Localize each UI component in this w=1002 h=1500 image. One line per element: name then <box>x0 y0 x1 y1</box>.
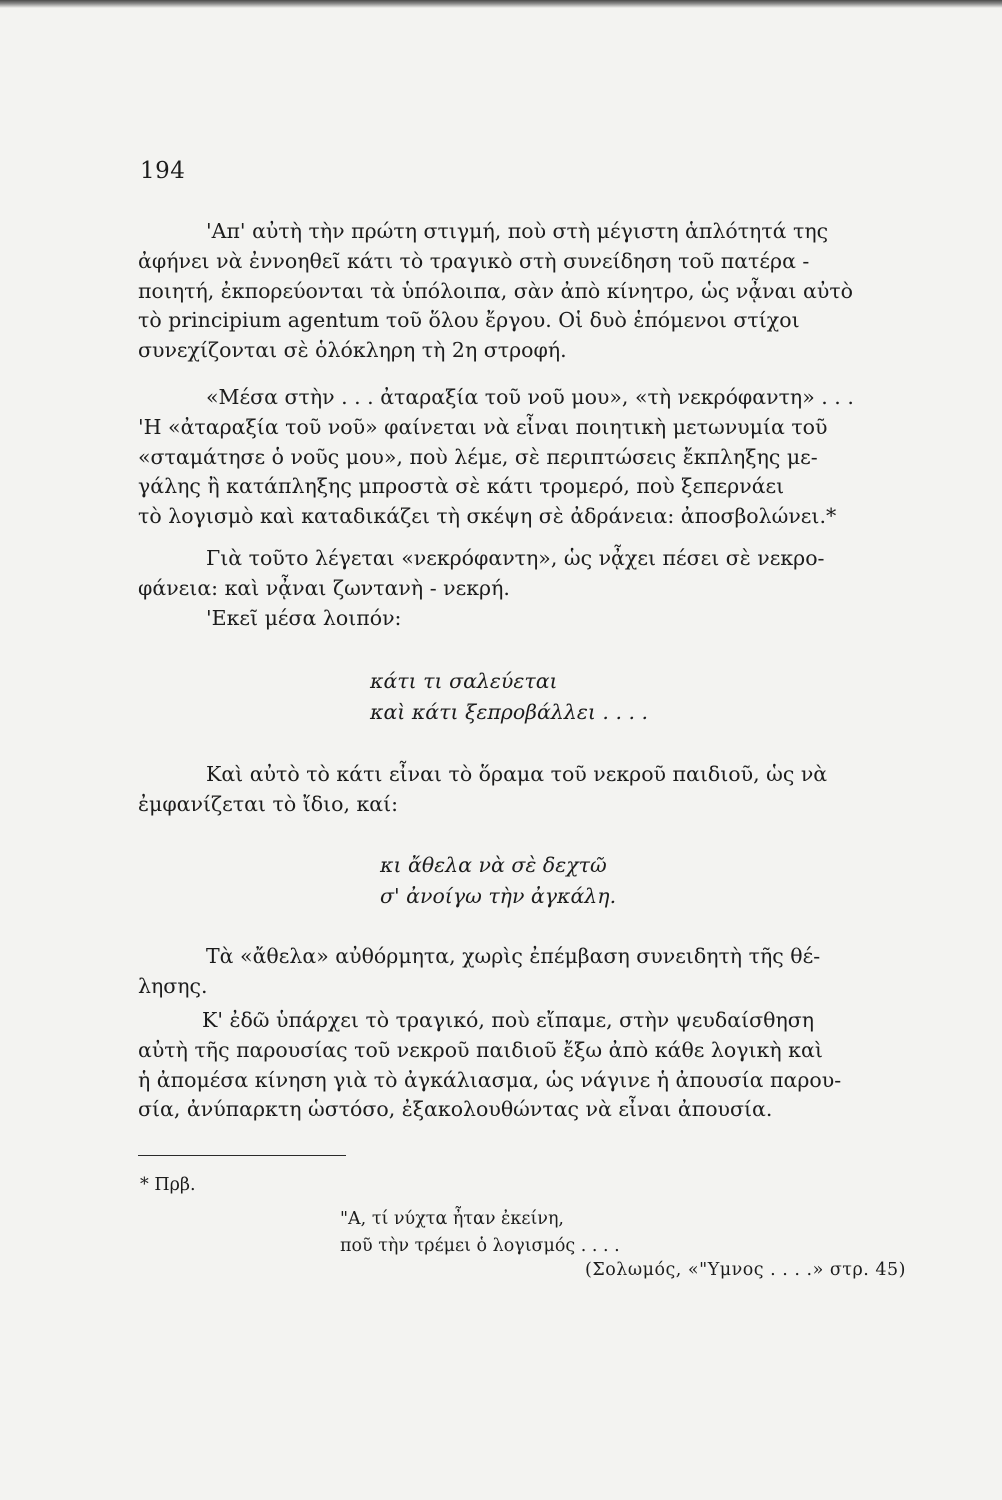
paragraph-2: «Μέσα στὴν . . . ἀταραξία τοῦ νοῦ μου», «τὴ νεκρόφαντη» . . . 'Η «ἀταραξία τοῦ νοῦ» φαίνεται νὰ εἶναι ποιητικὴ μετωνυμία τοῦ «σταμάτησε ὁ νοῦς μου», ποὺ λέμε, σὲ περιπτώσεις ἔκπληξης με- γάλης ἢ κατάπληξης μπροστὰ σὲ κάτι τρομερό, ποὺ ξεπερνάει τὸ λογισμὸ καὶ καταδικάζει τὴ σκέψη σὲ ἀδράνεια: ἀποσβολώνει.* <box>138 385 854 529</box>
footnote-source: (Σολωμός, «"Υμνος . . . .» στρ. 45) <box>585 1260 906 1280</box>
paragraph-7: Κ' ἐδῶ ὑπάρχει τὸ τραγικό, ποὺ εἴπαμε, στὴν ψευδαίσθηση αὐτὴ τῆς παρουσίας τοῦ νεκροῦ παιδιοῦ ἔξω ἀπὸ κάθε λογικὴ καὶ ἡ ἀπομέσα κίνηση γιὰ τὸ ἀγκάλιασμα, ὡς νάγινε ἡ ἀπουσία παρου- σία, ἀνύπαρκτη ὡστόσο, ἐξακολουθώντας νὰ εἶναι ἀπουσία. <box>138 1008 842 1122</box>
verse-quote-1: κάτι τι σαλεύεται καὶ κάτι ξεπροβάλλει . . . . <box>370 669 649 724</box>
footnote-marker: * Πρβ. <box>140 1175 196 1195</box>
paragraph-6: Τὰ «ἄθελα» αὐθόρμητα, χωρὶς ἐπέμβαση συνειδητὴ τῆς θέ- λησης. <box>138 944 821 998</box>
scan-edge-shadow <box>0 0 1002 8</box>
paragraph-1: 'Απ' αὐτὴ τὴν πρώτη στιγμή, ποὺ στὴ μέγιστη ἁπλότητά της ἀφήνει νὰ ἐννοηθεῖ κάτι τὸ τραγικὸ στὴ συνείδηση τοῦ πατέρα - ποιητή, ἐκπορεύονται τὰ ὑπόλοιπα, σὰν ἀπὸ κίνητρο, ὡς νᾆναι αὐτὸ τὸ principium agentum τοῦ ὅλου ἔργου. Οἱ δυὸ ἑπόμενοι στίχοι συνεχίζονται σὲ ὁλόκληρη τὴ 2η στροφή. <box>138 219 854 363</box>
paragraph-4: 'Εκεῖ μέσα λοιπόν: <box>206 606 402 630</box>
verse-quote-2: κι ἄθελα νὰ σὲ δεχτῶ σ' ἀνοίγω τὴν ἀγκάλη. <box>380 853 617 908</box>
footnote-verse: "Α, τί νύχτα ἦταν ἐκείνη, ποῦ τὴν τρέμει ὁ λογισμός . . . . <box>340 1209 620 1256</box>
footnote-divider <box>138 1155 346 1156</box>
paragraph-3: Γιὰ τοῦτο λέγεται «νεκρόφαντη», ὡς νᾆχει πέσει σὲ νεκρο- φάνεια: καὶ νᾆναι ζωντανὴ - νεκρή. <box>138 546 825 600</box>
page-number: 194 <box>140 158 186 184</box>
paragraph-5: Καὶ αὐτὸ τὸ κάτι εἶναι τὸ ὅραμα τοῦ νεκροῦ παιδιοῦ, ὡς νὰ ἐμφανίζεται τὸ ἴδιο, καί: <box>138 762 828 816</box>
